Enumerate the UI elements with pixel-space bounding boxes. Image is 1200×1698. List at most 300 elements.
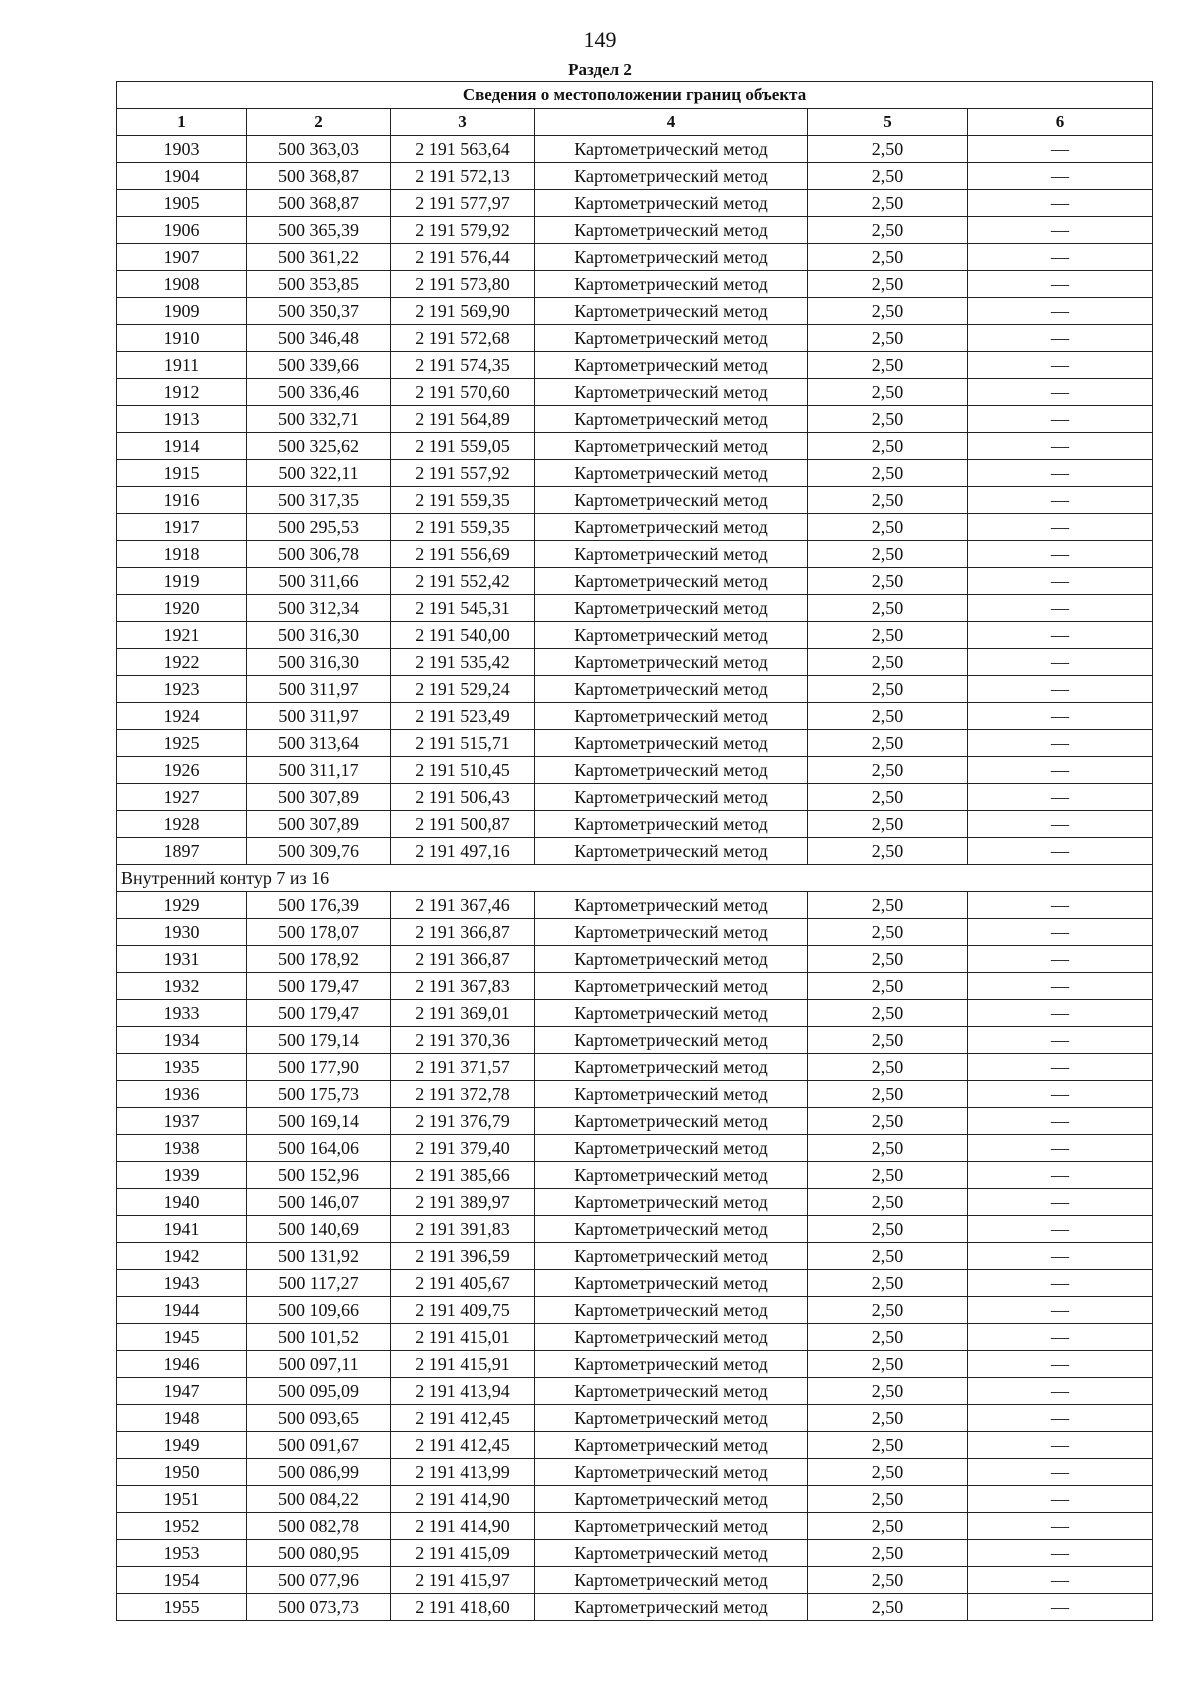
method-cell: Картометрический метод [535, 811, 808, 838]
x-coordinate-cell: 500 350,37 [247, 298, 391, 325]
description-cell: — [968, 1000, 1153, 1027]
description-cell: — [968, 1567, 1153, 1594]
description-cell: — [968, 919, 1153, 946]
contour-subheader: Внутренний контур 7 из 16 [117, 865, 1153, 892]
point-number-cell: 1923 [117, 676, 247, 703]
description-cell: — [968, 595, 1153, 622]
y-coordinate-cell: 2 191 415,09 [391, 1540, 535, 1567]
x-coordinate-cell: 500 311,66 [247, 568, 391, 595]
precision-cell: 2,50 [808, 433, 968, 460]
table-row [117, 595, 1153, 622]
point-number-cell: 1932 [117, 973, 247, 1000]
y-coordinate-cell: 2 191 579,92 [391, 217, 535, 244]
y-coordinate-cell: 2 191 572,68 [391, 325, 535, 352]
table-row [117, 541, 1153, 568]
y-coordinate-cell: 2 191 572,13 [391, 163, 535, 190]
table-row [117, 352, 1153, 379]
x-coordinate-cell: 500 317,35 [247, 487, 391, 514]
x-coordinate-cell: 500 131,92 [247, 1243, 391, 1270]
method-cell: Картометрический метод [535, 919, 808, 946]
x-coordinate-cell: 500 101,52 [247, 1324, 391, 1351]
description-cell: — [968, 1324, 1153, 1351]
precision-cell: 2,50 [808, 1054, 968, 1081]
method-cell: Картометрический метод [535, 1243, 808, 1270]
method-cell: Картометрический метод [535, 1216, 808, 1243]
y-coordinate-cell: 2 191 535,42 [391, 649, 535, 676]
table-row [117, 1216, 1153, 1243]
description-cell: — [968, 514, 1153, 541]
x-coordinate-cell: 500 313,64 [247, 730, 391, 757]
precision-cell: 2,50 [808, 568, 968, 595]
x-coordinate-cell: 500 086,99 [247, 1459, 391, 1486]
x-coordinate-cell: 500 169,14 [247, 1108, 391, 1135]
precision-cell: 2,50 [808, 1594, 968, 1621]
x-coordinate-cell: 500 176,39 [247, 892, 391, 919]
point-number-cell: 1897 [117, 838, 247, 865]
description-cell: — [968, 163, 1153, 190]
point-number-cell: 1931 [117, 946, 247, 973]
precision-cell: 2,50 [808, 1027, 968, 1054]
table-row [117, 1405, 1153, 1432]
precision-cell: 2,50 [808, 1540, 968, 1567]
x-coordinate-cell: 500 361,22 [247, 244, 391, 271]
method-cell: Картометрический метод [535, 1297, 808, 1324]
x-coordinate-cell: 500 316,30 [247, 649, 391, 676]
table-row [117, 973, 1153, 1000]
table-row [117, 1000, 1153, 1027]
table-row [117, 190, 1153, 217]
description-cell: — [968, 1486, 1153, 1513]
y-coordinate-cell: 2 191 369,01 [391, 1000, 535, 1027]
method-cell: Картометрический метод [535, 1459, 808, 1486]
precision-cell: 2,50 [808, 1459, 968, 1486]
table-row [117, 1297, 1153, 1324]
x-coordinate-cell: 500 336,46 [247, 379, 391, 406]
method-cell: Картометрический метод [535, 703, 808, 730]
method-cell: Картометрический метод [535, 1027, 808, 1054]
column-header: 2 [247, 109, 391, 136]
point-number-cell: 1914 [117, 433, 247, 460]
description-cell: — [968, 892, 1153, 919]
precision-cell: 2,50 [808, 757, 968, 784]
table-row [117, 136, 1153, 163]
description-cell: — [968, 1594, 1153, 1621]
method-cell: Картометрический метод [535, 973, 808, 1000]
precision-cell: 2,50 [808, 595, 968, 622]
point-number-cell: 1929 [117, 892, 247, 919]
point-number-cell: 1924 [117, 703, 247, 730]
method-cell: Картометрический метод [535, 514, 808, 541]
column-header-row [117, 109, 1153, 136]
precision-cell: 2,50 [808, 514, 968, 541]
method-cell: Картометрический метод [535, 1432, 808, 1459]
x-coordinate-cell: 500 178,92 [247, 946, 391, 973]
point-number-cell: 1946 [117, 1351, 247, 1378]
point-number-cell: 1913 [117, 406, 247, 433]
x-coordinate-cell: 500 353,85 [247, 271, 391, 298]
method-cell: Картометрический метод [535, 595, 808, 622]
method-cell: Картометрический метод [535, 352, 808, 379]
x-coordinate-cell: 500 316,30 [247, 622, 391, 649]
y-coordinate-cell: 2 191 510,45 [391, 757, 535, 784]
point-number-cell: 1905 [117, 190, 247, 217]
x-coordinate-cell: 500 177,90 [247, 1054, 391, 1081]
method-cell: Картометрический метод [535, 271, 808, 298]
description-cell: — [968, 433, 1153, 460]
table-row [117, 406, 1153, 433]
description-cell: — [968, 622, 1153, 649]
x-coordinate-cell: 500 309,76 [247, 838, 391, 865]
x-coordinate-cell: 500 073,73 [247, 1594, 391, 1621]
method-cell: Картометрический метод [535, 1000, 808, 1027]
table-row [117, 1324, 1153, 1351]
precision-cell: 2,50 [808, 163, 968, 190]
precision-cell: 2,50 [808, 406, 968, 433]
y-coordinate-cell: 2 191 564,89 [391, 406, 535, 433]
method-cell: Картометрический метод [535, 379, 808, 406]
x-coordinate-cell: 500 332,71 [247, 406, 391, 433]
y-coordinate-cell: 2 191 563,64 [391, 136, 535, 163]
y-coordinate-cell: 2 191 545,31 [391, 595, 535, 622]
method-cell: Картометрический метод [535, 136, 808, 163]
y-coordinate-cell: 2 191 557,92 [391, 460, 535, 487]
method-cell: Картометрический метод [535, 649, 808, 676]
precision-cell: 2,50 [808, 1108, 968, 1135]
description-cell: — [968, 325, 1153, 352]
point-number-cell: 1917 [117, 514, 247, 541]
table-row [117, 757, 1153, 784]
y-coordinate-cell: 2 191 372,78 [391, 1081, 535, 1108]
point-number-cell: 1934 [117, 1027, 247, 1054]
method-cell: Картометрический метод [535, 487, 808, 514]
point-number-cell: 1954 [117, 1567, 247, 1594]
table-row [117, 271, 1153, 298]
point-number-cell: 1936 [117, 1081, 247, 1108]
y-coordinate-cell: 2 191 414,90 [391, 1513, 535, 1540]
precision-cell: 2,50 [808, 811, 968, 838]
precision-cell: 2,50 [808, 784, 968, 811]
method-cell: Картометрический метод [535, 1081, 808, 1108]
method-cell: Картометрический метод [535, 838, 808, 865]
x-coordinate-cell: 500 325,62 [247, 433, 391, 460]
precision-cell: 2,50 [808, 190, 968, 217]
y-coordinate-cell: 2 191 385,66 [391, 1162, 535, 1189]
point-number-cell: 1912 [117, 379, 247, 406]
y-coordinate-cell: 2 191 559,05 [391, 433, 535, 460]
y-coordinate-cell: 2 191 415,01 [391, 1324, 535, 1351]
x-coordinate-cell: 500 082,78 [247, 1513, 391, 1540]
y-coordinate-cell: 2 191 412,45 [391, 1432, 535, 1459]
method-cell: Картометрический метод [535, 784, 808, 811]
y-coordinate-cell: 2 191 576,44 [391, 244, 535, 271]
x-coordinate-cell: 500 146,07 [247, 1189, 391, 1216]
table-row [117, 1189, 1153, 1216]
point-number-cell: 1952 [117, 1513, 247, 1540]
x-coordinate-cell: 500 179,14 [247, 1027, 391, 1054]
y-coordinate-cell: 2 191 500,87 [391, 811, 535, 838]
description-cell: — [968, 244, 1153, 271]
y-coordinate-cell: 2 191 413,94 [391, 1378, 535, 1405]
description-cell: — [968, 1351, 1153, 1378]
point-number-cell: 1904 [117, 163, 247, 190]
y-coordinate-cell: 2 191 389,97 [391, 1189, 535, 1216]
point-number-cell: 1938 [117, 1135, 247, 1162]
precision-cell: 2,50 [808, 1081, 968, 1108]
method-cell: Картометрический метод [535, 190, 808, 217]
x-coordinate-cell: 500 093,65 [247, 1405, 391, 1432]
point-number-cell: 1910 [117, 325, 247, 352]
description-cell: — [968, 487, 1153, 514]
table-row [117, 946, 1153, 973]
description-cell: — [968, 1135, 1153, 1162]
column-header: 4 [535, 109, 808, 136]
x-coordinate-cell: 500 312,34 [247, 595, 391, 622]
y-coordinate-cell: 2 191 367,46 [391, 892, 535, 919]
precision-cell: 2,50 [808, 271, 968, 298]
column-header: 5 [808, 109, 968, 136]
point-number-cell: 1950 [117, 1459, 247, 1486]
precision-cell: 2,50 [808, 487, 968, 514]
description-cell: — [968, 217, 1153, 244]
description-cell: — [968, 676, 1153, 703]
point-number-cell: 1939 [117, 1162, 247, 1189]
precision-cell: 2,50 [808, 838, 968, 865]
boundary-coordinates-table [116, 81, 1153, 1621]
method-cell: Картометрический метод [535, 541, 808, 568]
precision-cell: 2,50 [808, 298, 968, 325]
table-row [117, 1594, 1153, 1621]
point-number-cell: 1944 [117, 1297, 247, 1324]
method-cell: Картометрический метод [535, 730, 808, 757]
description-cell: — [968, 406, 1153, 433]
description-cell: — [968, 1459, 1153, 1486]
y-coordinate-cell: 2 191 376,79 [391, 1108, 535, 1135]
table-row [117, 487, 1153, 514]
point-number-cell: 1926 [117, 757, 247, 784]
precision-cell: 2,50 [808, 676, 968, 703]
point-number-cell: 1949 [117, 1432, 247, 1459]
description-cell: — [968, 946, 1153, 973]
y-coordinate-cell: 2 191 506,43 [391, 784, 535, 811]
precision-cell: 2,50 [808, 1297, 968, 1324]
y-coordinate-cell: 2 191 529,24 [391, 676, 535, 703]
table-row [117, 568, 1153, 595]
point-number-cell: 1906 [117, 217, 247, 244]
description-cell: — [968, 271, 1153, 298]
method-cell: Картометрический метод [535, 1378, 808, 1405]
method-cell: Картометрический метод [535, 1162, 808, 1189]
y-coordinate-cell: 2 191 379,40 [391, 1135, 535, 1162]
x-coordinate-cell: 500 311,17 [247, 757, 391, 784]
x-coordinate-cell: 500 368,87 [247, 190, 391, 217]
column-header: 3 [391, 109, 535, 136]
y-coordinate-cell: 2 191 412,45 [391, 1405, 535, 1432]
method-cell: Картометрический метод [535, 163, 808, 190]
x-coordinate-cell: 500 295,53 [247, 514, 391, 541]
x-coordinate-cell: 500 322,11 [247, 460, 391, 487]
y-coordinate-cell: 2 191 370,36 [391, 1027, 535, 1054]
table-row [117, 1459, 1153, 1486]
method-cell: Картометрический метод [535, 460, 808, 487]
point-number-cell: 1916 [117, 487, 247, 514]
table-row [117, 1054, 1153, 1081]
method-cell: Картометрический метод [535, 1351, 808, 1378]
precision-cell: 2,50 [808, 217, 968, 244]
point-number-cell: 1908 [117, 271, 247, 298]
description-cell: — [968, 460, 1153, 487]
x-coordinate-cell: 500 368,87 [247, 163, 391, 190]
y-coordinate-cell: 2 191 570,60 [391, 379, 535, 406]
table-row [117, 1432, 1153, 1459]
point-number-cell: 1907 [117, 244, 247, 271]
y-coordinate-cell: 2 191 556,69 [391, 541, 535, 568]
contour-subheader-row [117, 865, 1153, 892]
y-coordinate-cell: 2 191 409,75 [391, 1297, 535, 1324]
precision-cell: 2,50 [808, 730, 968, 757]
table-row [117, 838, 1153, 865]
point-number-cell: 1955 [117, 1594, 247, 1621]
point-number-cell: 1903 [117, 136, 247, 163]
precision-cell: 2,50 [808, 649, 968, 676]
x-coordinate-cell: 500 095,09 [247, 1378, 391, 1405]
method-cell: Картометрический метод [535, 1486, 808, 1513]
description-cell: — [968, 730, 1153, 757]
precision-cell: 2,50 [808, 379, 968, 406]
point-number-cell: 1945 [117, 1324, 247, 1351]
point-number-cell: 1909 [117, 298, 247, 325]
description-cell: — [968, 568, 1153, 595]
table-row [117, 1567, 1153, 1594]
description-cell: — [968, 784, 1153, 811]
y-coordinate-cell: 2 191 573,80 [391, 271, 535, 298]
column-header: 1 [117, 109, 247, 136]
method-cell: Картометрический метод [535, 1135, 808, 1162]
y-coordinate-cell: 2 191 371,57 [391, 1054, 535, 1081]
x-coordinate-cell: 500 091,67 [247, 1432, 391, 1459]
table-row [117, 919, 1153, 946]
precision-cell: 2,50 [808, 1324, 968, 1351]
method-cell: Картометрический метод [535, 1324, 808, 1351]
method-cell: Картометрический метод [535, 757, 808, 784]
point-number-cell: 1951 [117, 1486, 247, 1513]
table-row [117, 1135, 1153, 1162]
method-cell: Картометрический метод [535, 325, 808, 352]
description-cell: — [968, 1189, 1153, 1216]
precision-cell: 2,50 [808, 622, 968, 649]
point-number-cell: 1942 [117, 1243, 247, 1270]
x-coordinate-cell: 500 363,03 [247, 136, 391, 163]
description-cell: — [968, 541, 1153, 568]
precision-cell: 2,50 [808, 541, 968, 568]
y-coordinate-cell: 2 191 391,83 [391, 1216, 535, 1243]
x-coordinate-cell: 500 311,97 [247, 676, 391, 703]
table-row [117, 1243, 1153, 1270]
x-coordinate-cell: 500 307,89 [247, 811, 391, 838]
point-number-cell: 1947 [117, 1378, 247, 1405]
y-coordinate-cell: 2 191 569,90 [391, 298, 535, 325]
precision-cell: 2,50 [808, 352, 968, 379]
x-coordinate-cell: 500 179,47 [247, 1000, 391, 1027]
point-number-cell: 1940 [117, 1189, 247, 1216]
table-row [117, 217, 1153, 244]
method-cell: Картометрический метод [535, 1540, 808, 1567]
x-coordinate-cell: 500 339,66 [247, 352, 391, 379]
description-cell: — [968, 1108, 1153, 1135]
table-row [117, 163, 1153, 190]
table-row [117, 1378, 1153, 1405]
section-title: Раздел 2 [568, 60, 632, 79]
method-cell: Картометрический метод [535, 217, 808, 244]
description-cell: — [968, 1378, 1153, 1405]
x-coordinate-cell: 500 097,11 [247, 1351, 391, 1378]
description-cell: — [968, 1162, 1153, 1189]
y-coordinate-cell: 2 191 523,49 [391, 703, 535, 730]
x-coordinate-cell: 500 084,22 [247, 1486, 391, 1513]
method-cell: Картометрический метод [535, 244, 808, 271]
point-number-cell: 1919 [117, 568, 247, 595]
method-cell: Картометрический метод [535, 946, 808, 973]
description-cell: — [968, 1513, 1153, 1540]
table-row [117, 1081, 1153, 1108]
y-coordinate-cell: 2 191 497,16 [391, 838, 535, 865]
x-coordinate-cell: 500 346,48 [247, 325, 391, 352]
description-cell: — [968, 1054, 1153, 1081]
precision-cell: 2,50 [808, 973, 968, 1000]
y-coordinate-cell: 2 191 574,35 [391, 352, 535, 379]
x-coordinate-cell: 500 179,47 [247, 973, 391, 1000]
precision-cell: 2,50 [808, 1432, 968, 1459]
method-cell: Картометрический метод [535, 1567, 808, 1594]
y-coordinate-cell: 2 191 415,91 [391, 1351, 535, 1378]
precision-cell: 2,50 [808, 1162, 968, 1189]
table-row [117, 379, 1153, 406]
precision-cell: 2,50 [808, 919, 968, 946]
method-cell: Картометрический метод [535, 1594, 808, 1621]
table-row [117, 784, 1153, 811]
x-coordinate-cell: 500 175,73 [247, 1081, 391, 1108]
description-cell: — [968, 838, 1153, 865]
point-number-cell: 1927 [117, 784, 247, 811]
x-coordinate-cell: 500 152,96 [247, 1162, 391, 1189]
description-cell: — [968, 757, 1153, 784]
precision-cell: 2,50 [808, 1513, 968, 1540]
method-cell: Картометрический метод [535, 1189, 808, 1216]
x-coordinate-cell: 500 307,89 [247, 784, 391, 811]
point-number-cell: 1915 [117, 460, 247, 487]
method-cell: Картометрический метод [535, 1108, 808, 1135]
point-number-cell: 1921 [117, 622, 247, 649]
column-header: 6 [968, 109, 1153, 136]
table-row [117, 244, 1153, 271]
precision-cell: 2,50 [808, 460, 968, 487]
point-number-cell: 1930 [117, 919, 247, 946]
x-coordinate-cell: 500 365,39 [247, 217, 391, 244]
x-coordinate-cell: 500 109,66 [247, 1297, 391, 1324]
description-cell: — [968, 379, 1153, 406]
table-row [117, 1486, 1153, 1513]
table-title: Сведения о местоположении границ объекта [117, 82, 1153, 109]
point-number-cell: 1943 [117, 1270, 247, 1297]
description-cell: — [968, 1540, 1153, 1567]
table-row [117, 1351, 1153, 1378]
y-coordinate-cell: 2 191 418,60 [391, 1594, 535, 1621]
point-number-cell: 1920 [117, 595, 247, 622]
y-coordinate-cell: 2 191 396,59 [391, 1243, 535, 1270]
y-coordinate-cell: 2 191 414,90 [391, 1486, 535, 1513]
description-cell: — [968, 352, 1153, 379]
table-row [117, 433, 1153, 460]
table-row [117, 649, 1153, 676]
